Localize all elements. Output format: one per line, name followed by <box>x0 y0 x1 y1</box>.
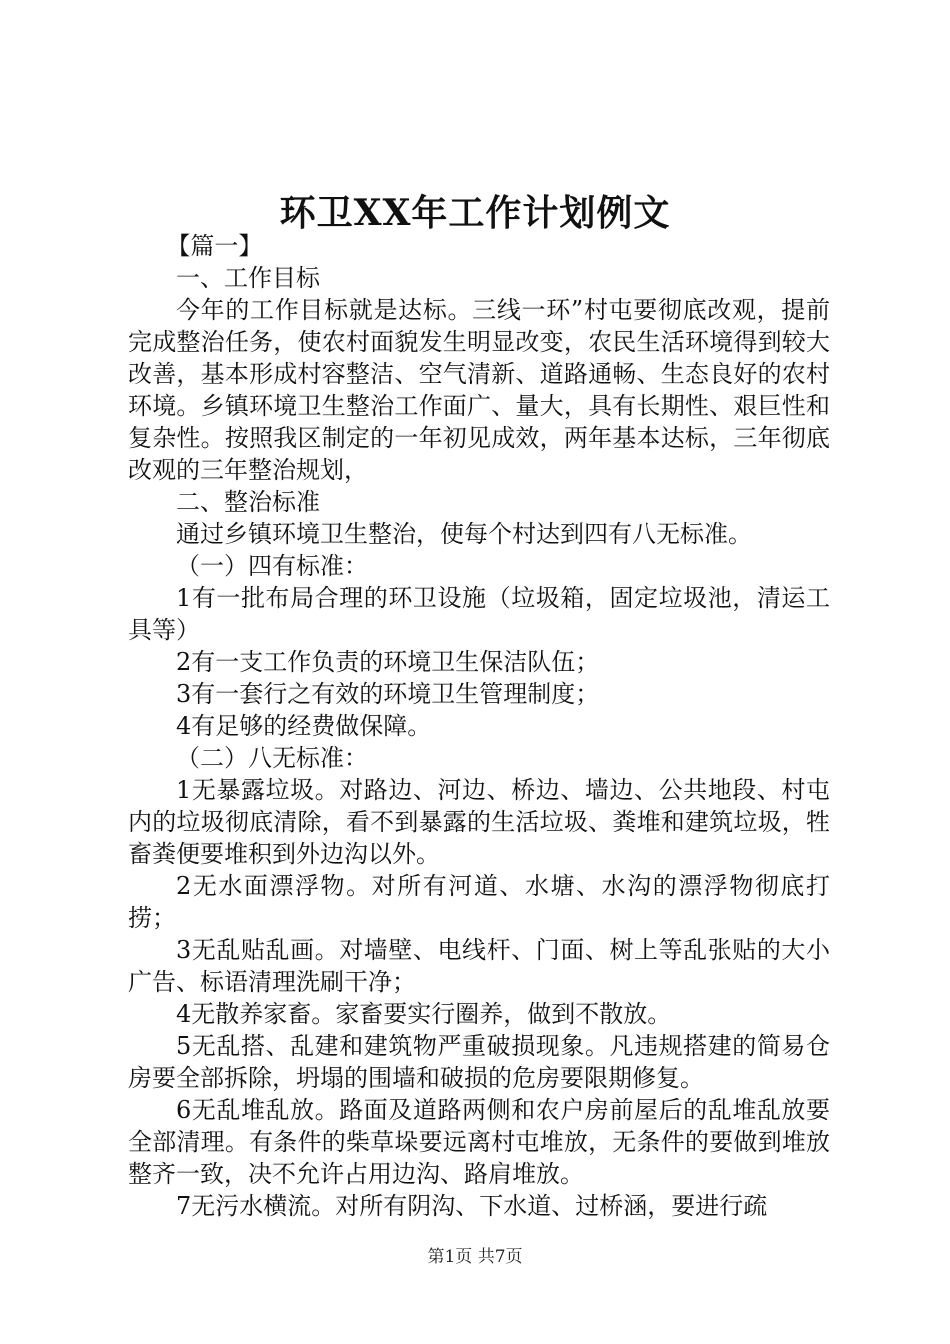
list-item: 3有一套行之有效的环境卫生管理制度； <box>176 680 600 708</box>
list-item: 4无散养家畜。家畜要实行圈养，做到不散放。 <box>176 1000 672 1028</box>
subsection-heading: （二）八无标准： <box>176 744 368 772</box>
list-item: 1有一批布局合理的环卫设施（垃圾箱，固定垃圾池，清运工具等） <box>128 584 830 644</box>
section-heading: 一、工作目标 <box>176 264 320 292</box>
list-item: 6无乱堆乱放。路面及道路两侧和农户房前屋后的乱堆乱放要全部清理。有条件的柴草垛要远离村屯堆放，无条件的要做到堆放整齐一致，决不允许占用边沟、路肩堆放。 <box>128 1096 830 1188</box>
list-item: 2无水面漂浮物。对所有河道、水塘、水沟的漂浮物彻底打捞； <box>128 872 830 932</box>
list-item: 1无暴露垃圾。对路边、河边、桥边、墙边、公共地段、村屯内的垃圾彻底清除，看不到暴露的生活垃圾、粪堆和建筑垃圾，牲畜粪便要堆积到外边沟以外。 <box>128 776 830 868</box>
paragraph: 今年的工作目标就是达标。三线一环”村屯要彻底改观，提前完成整治任务，使农村面貌发生明显改变，农民生活环境得到较大改善，基本形成村容整洁、空气清新、道路通畅、生态良好的农村环境。乡镇环境卫生整治工作面广、量大，具有长期性、艰巨性和复杂性。按照我区制定的一年初见成效，两年基本达标，三年彻底改观的三年整治规划， <box>128 296 830 484</box>
section-heading: 二、整治标准 <box>176 488 320 516</box>
list-item: 5无乱搭、乱建和建筑物严重破损现象。凡违规搭建的简易仓房要全部拆除，坍塌的围墙和破损的危房要限期修复。 <box>128 1032 830 1092</box>
list-item: 4有足够的经费做保障。 <box>176 712 432 740</box>
subsection-heading: （一）四有标准： <box>176 552 368 580</box>
section-label: 【篇一】 <box>166 232 263 260</box>
list-item: 3无乱贴乱画。对墙壁、电线杆、门面、树上等乱张贴的大小广告、标语清理洗刷干净； <box>128 936 830 996</box>
list-item: 2有一支工作负责的环境卫生保洁队伍； <box>176 648 600 676</box>
document-body <box>128 230 830 1222</box>
paragraph: 通过乡镇环境卫生整治，使每个村达到四有八无标准。 <box>176 520 752 548</box>
page-footer: 第1页 共7页 <box>427 1247 523 1267</box>
list-item: 7无污水横流。对所有阴沟、下水道、过桥涵，要进行疏 <box>176 1192 768 1220</box>
page-title: 环卫XX年工作计划例文 <box>279 192 671 234</box>
